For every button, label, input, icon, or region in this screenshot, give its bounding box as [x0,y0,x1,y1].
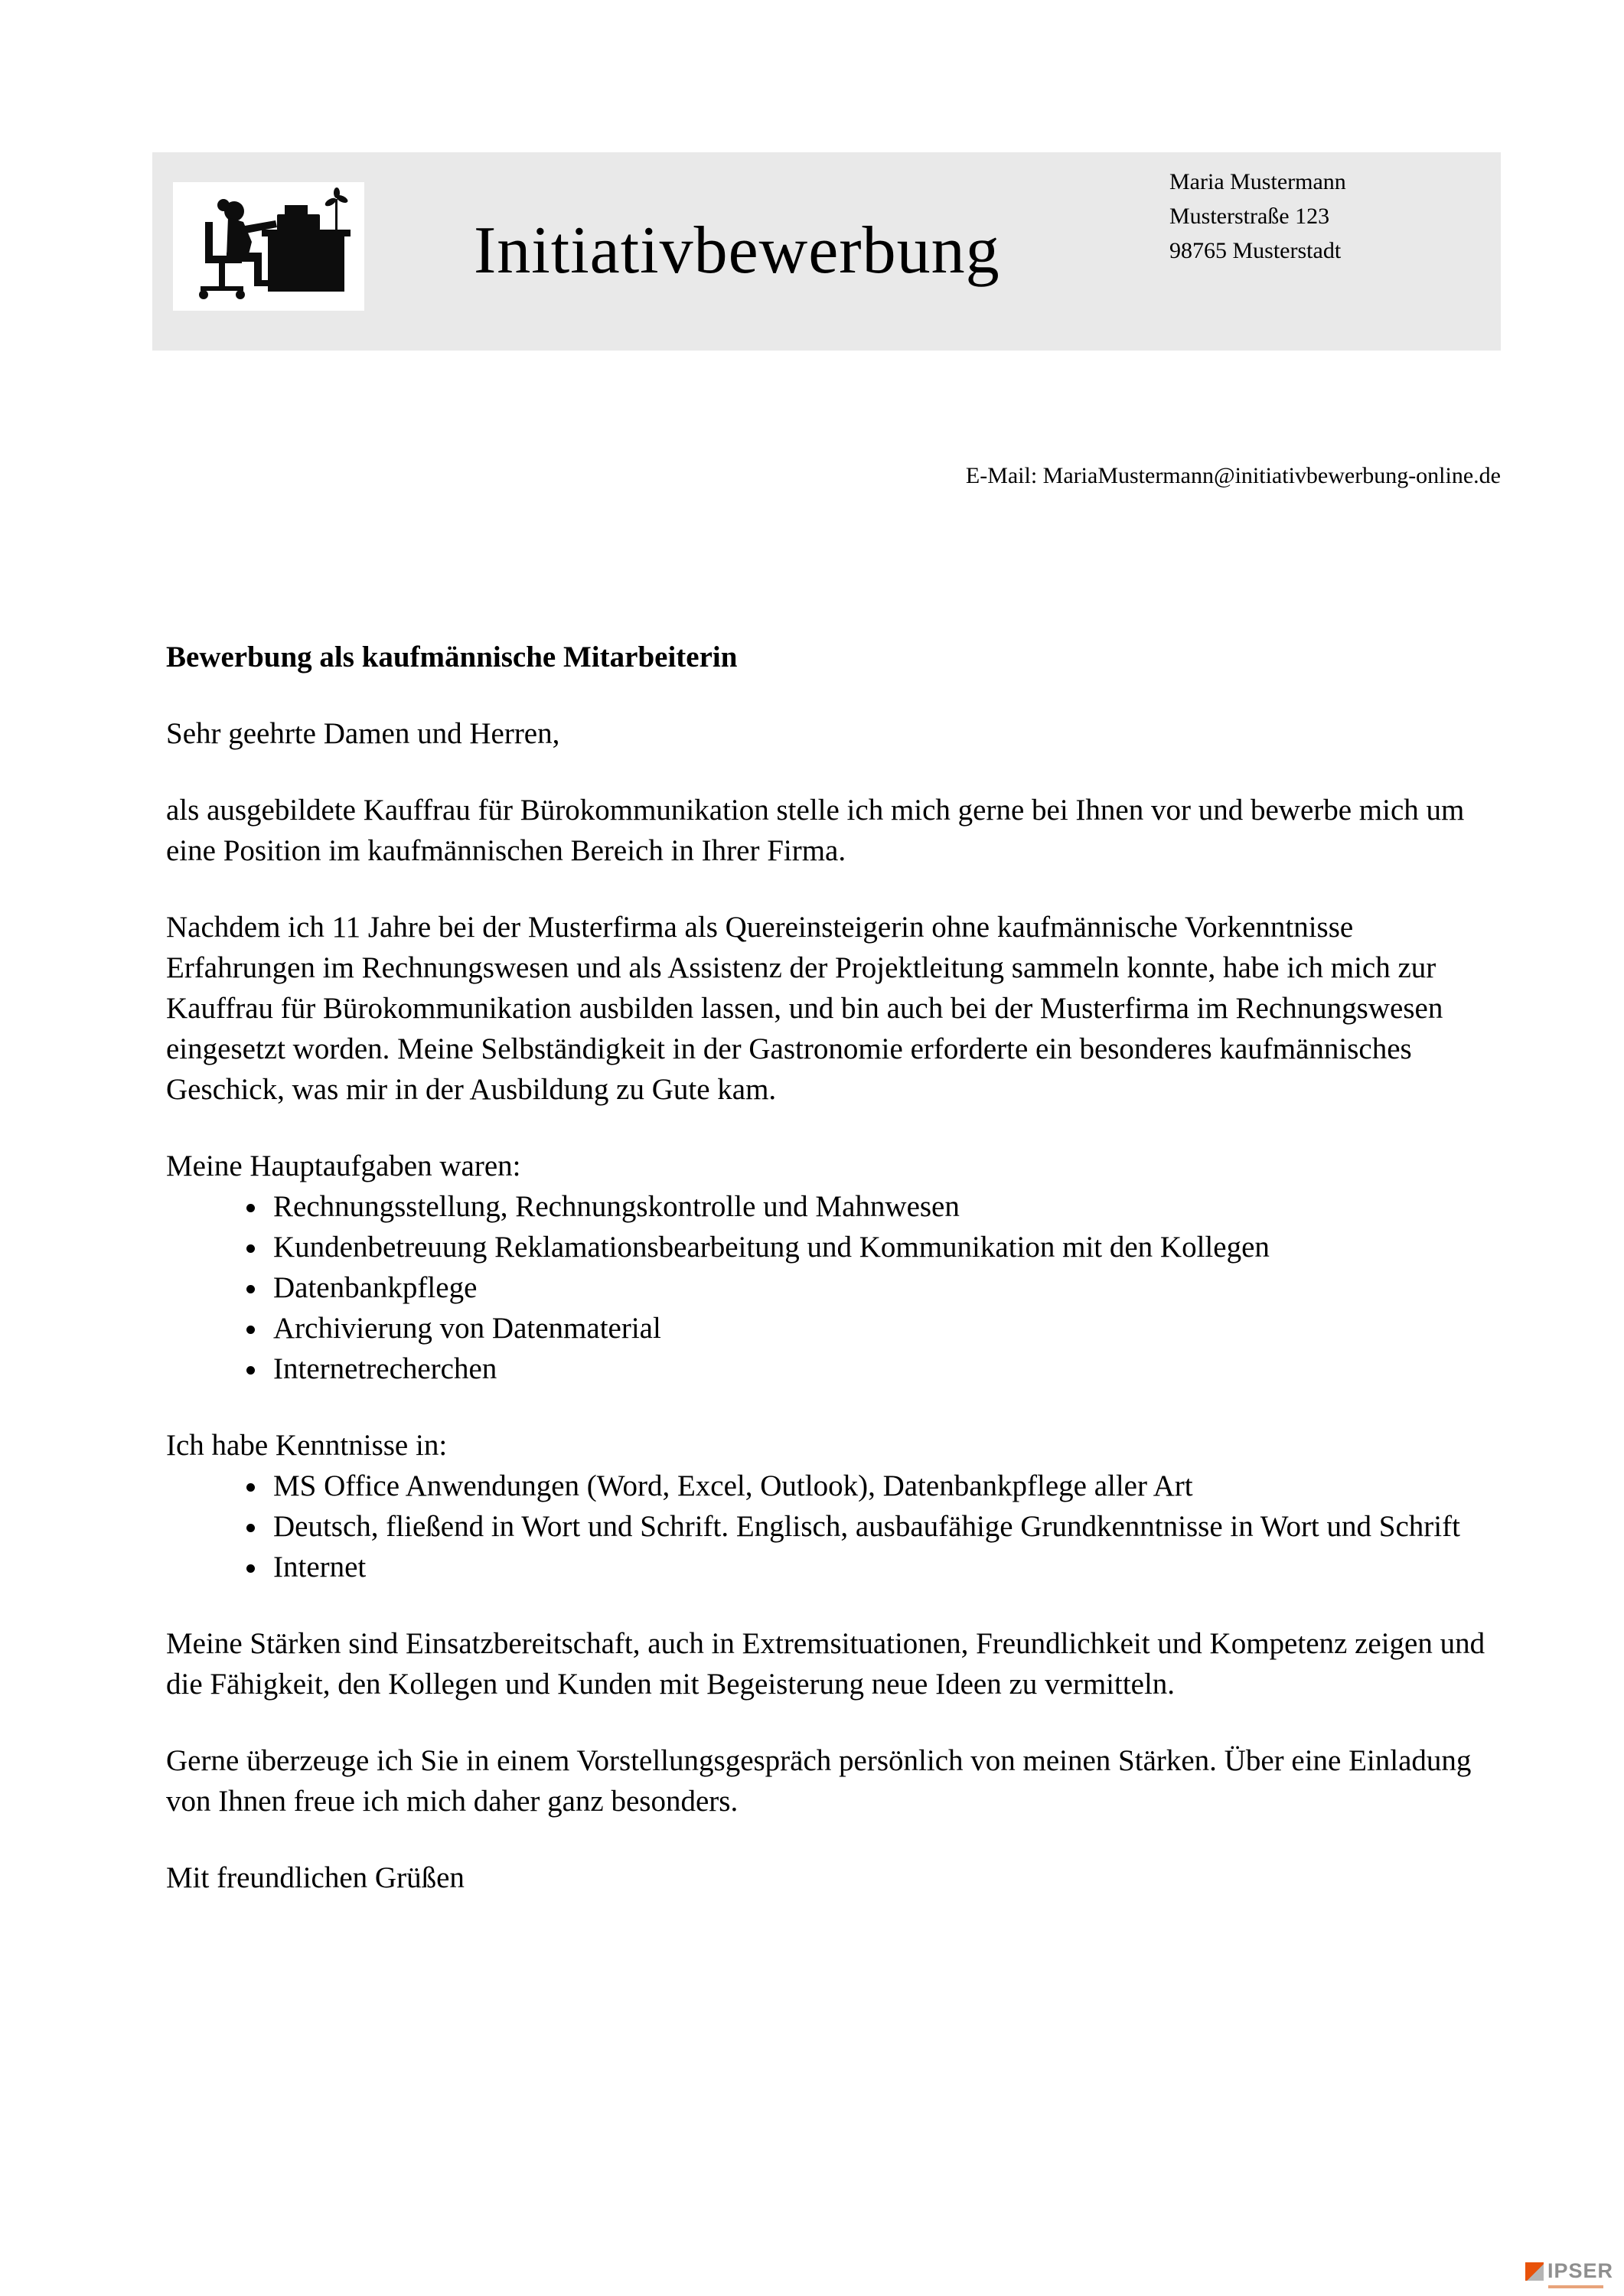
letter-body [166,637,1504,1934]
sender-city: 98765 Musterstadt [1169,238,1342,263]
subject-line: Bewerbung als kaufmännische Mitarbeiterin [166,641,738,673]
task-item: • Kundenbetreuung Reklamationsbearbeitung und Kommunikation mit den Kollegen [269,1227,1504,1267]
page-title: Initiativbewerbung [474,214,1000,288]
task-item: • Internetrecherchen [269,1349,1504,1389]
sender-address [1169,165,1346,268]
ipser-logo-icon [1525,2262,1544,2281]
typist-silhouette-icon [173,182,364,311]
ipser-watermark [1525,2259,1613,2288]
skills-intro: Ich habe Kenntnisse in: [166,1429,448,1462]
skill-item: • Deutsch, fließend in Wort und Schrift. Englisch, ausbaufähige Grundkenntnisse in Wort und Schrift [269,1506,1504,1547]
signoff: Mit freundlichen Grüßen [166,1861,465,1894]
sender-street: Musterstraße 123 [1169,204,1330,229]
body-paragraph: Meine Stärken sind Einsatzbereitschaft, auch in Extremsituationen, Freundlichkeit und Kompetenz zeigen und die Fähigkeit, den Kollegen und Kunden mit Begeisterung neue Ideen zu vermitteln. [166,1627,1485,1701]
body-paragraph: Nachdem ich 11 Jahre bei der Musterfirma als Quereinsteigerin ohne kaufmännische Vorkenntnisse Erfahrungen im Rechnungswesen und als Assistenz der Projektleitung sammeln konnte, habe ich mich zur Kauffrau für Bürokommunikation ausbilden lassen, und bin auch bei der Musterfirma im Rechnungswesen eingesetzt worden. Meine Selbständigkeit in der Gastronomie erforderte ein besonderes kaufmännisches Geschick, was mir in der Ausbildung zu Gute kam. [166,911,1443,1106]
skill-item: • Internet [269,1547,1504,1587]
sender-name: Maria Mustermann [1169,169,1346,194]
tasks-intro: Meine Hauptaufgaben waren: [166,1150,521,1182]
skills-list [166,1466,1504,1587]
typist-silhouette-logo [173,182,364,311]
task-item: • Rechnungsstellung, Rechnungskontrolle und Mahnwesen [269,1186,1504,1227]
sender-email: E-Mail: MariaMustermann@initiativbewerbung-online.de [965,463,1501,488]
ipser-tagline-bar [1548,2285,1603,2288]
salutation: Sehr geehrte Damen und Herren, [166,717,560,750]
tasks-list [166,1186,1504,1389]
body-paragraph: Gerne überzeuge ich Sie in einem Vorstellungsgespräch persönlich von meinen Stärken. Über eine Einladung von Ihnen freue ich mich daher ganz besonders. [166,1744,1472,1818]
ipser-logo-text: IPSER [1547,2259,1613,2282]
skill-item: • MS Office Anwendungen (Word, Excel, Outlook), Datenbankpflege aller Art [269,1466,1504,1506]
body-paragraph: als ausgebildete Kauffrau für Bürokommunikation stelle ich mich gerne bei Ihnen vor und bewerbe mich um eine Position im kaufmännischen Bereich in Ihrer Firma. [166,794,1465,867]
task-item: • Archivierung von Datenmaterial [269,1308,1504,1349]
task-item: • Datenbankpflege [269,1267,1504,1308]
letterhead [152,152,1501,351]
